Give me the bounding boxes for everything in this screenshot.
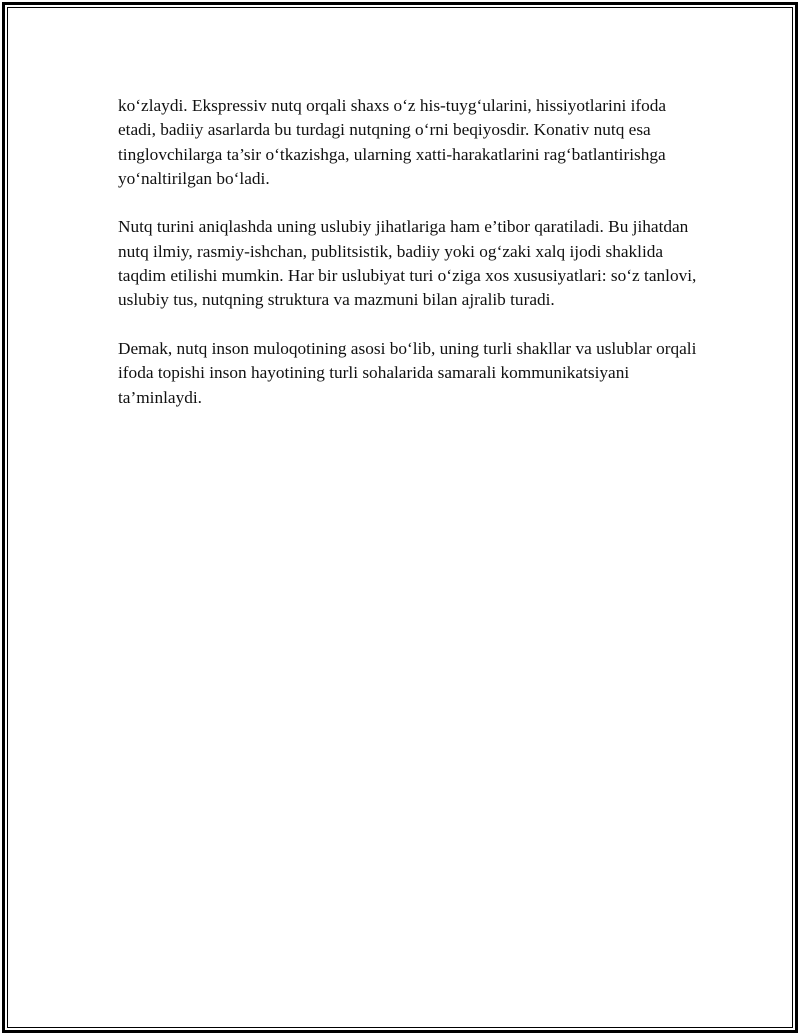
- document-body: [118, 94, 698, 434]
- paragraph-3: Demak, nutq inson muloqotining asosi bo‘lib, uning turli shakllar va uslublar orqali ifoda topishi inson hayotining turli sohalarida samarali kommunikatsiyani ta’minlaydi.: [118, 338, 697, 407]
- paragraph-1: ko‘zlaydi. Ekspressiv nutq orqali shaxs o‘z his-tuyg‘ularini, hissiyotlarini ifoda etadi, badiiy asarlarda bu turdagi nutqning o‘rni beqiyosdir. Konativ nutq esa tinglovchilarga ta’sir o‘tkazishga, ularning xatti-harakatlarini rag‘batlantirishga yo‘naltirilgan bo‘ladi.: [118, 96, 667, 188]
- paragraph-2: Nutq turini aniqlashda uning uslubiy jihatlariga ham e’tibor qaratiladi. Bu jihatdan nutq ilmiy, rasmiy-ishchan, publitsistik, badiiy yoki og‘zaki xalq ijodi shaklida taqdim etilishi mumkin. Har bir uslubiyat turi o‘ziga xos xususiyatlari: so‘z tanlovi, uslubiy tus, nutqning struktura va mazmuni bilan ajralib turadi.: [118, 217, 697, 310]
- page-border: [2, 2, 798, 1033]
